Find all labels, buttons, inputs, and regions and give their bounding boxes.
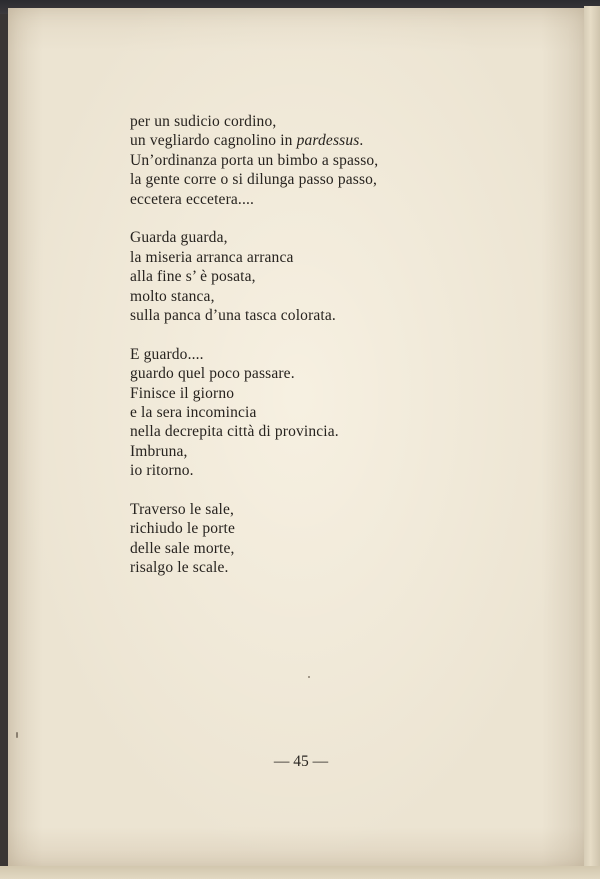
poem-line: Traverso le sale,	[130, 501, 234, 519]
page-bottom-edge	[0, 866, 600, 879]
poem-line: io ritorno.	[130, 462, 194, 480]
poem-line	[130, 131, 550, 150]
stanza-3	[130, 345, 550, 481]
poem-line-text: un vegliardo cagnolino in	[130, 132, 297, 150]
poem-line: per un sudicio cordino,	[130, 113, 277, 130]
poem-line: la miseria arranca arranca	[130, 248, 294, 266]
poem-line: Imbruna,	[130, 442, 188, 460]
poem-line: delle sale morte,	[130, 539, 235, 557]
stanza-2	[130, 228, 550, 325]
poem-line: molto stanca,	[130, 287, 215, 305]
page-right-edge	[584, 6, 600, 879]
poem-line: guardo quel poco passare.	[130, 365, 295, 383]
poem-line: risalgo le scale.	[130, 559, 229, 577]
poem-line: richiudo le porte	[130, 520, 235, 538]
poem-line: Guarda guarda,	[130, 229, 228, 247]
poem-line: eccetera eccetera....	[130, 190, 255, 208]
italic-word: pardessus	[296, 132, 360, 150]
poem-text	[130, 112, 550, 578]
poem-line: Un’ordinanza porta un bimbo a spasso,	[130, 151, 379, 169]
poem-line: alla fine s’ è posata,	[130, 268, 256, 286]
poem-line: Finisce il giorno	[130, 384, 235, 402]
book-page	[8, 8, 588, 870]
poem-line: e la sera incomincia	[130, 404, 257, 422]
page-number: — 45 —	[273, 753, 329, 770]
poem-line-punctuation: .	[359, 132, 364, 150]
paper-speck	[308, 676, 310, 678]
poem-line: sulla panca d’una tasca colorata.	[130, 307, 336, 325]
poem-line: E guardo....	[130, 345, 204, 363]
paper-speck	[16, 732, 18, 738]
poem-line: nella decrepita città di provincia.	[130, 423, 339, 441]
poem-line: la gente corre o si dilunga passo passo,	[130, 171, 378, 189]
stanza-1	[130, 112, 550, 209]
stanza-4	[130, 500, 550, 578]
